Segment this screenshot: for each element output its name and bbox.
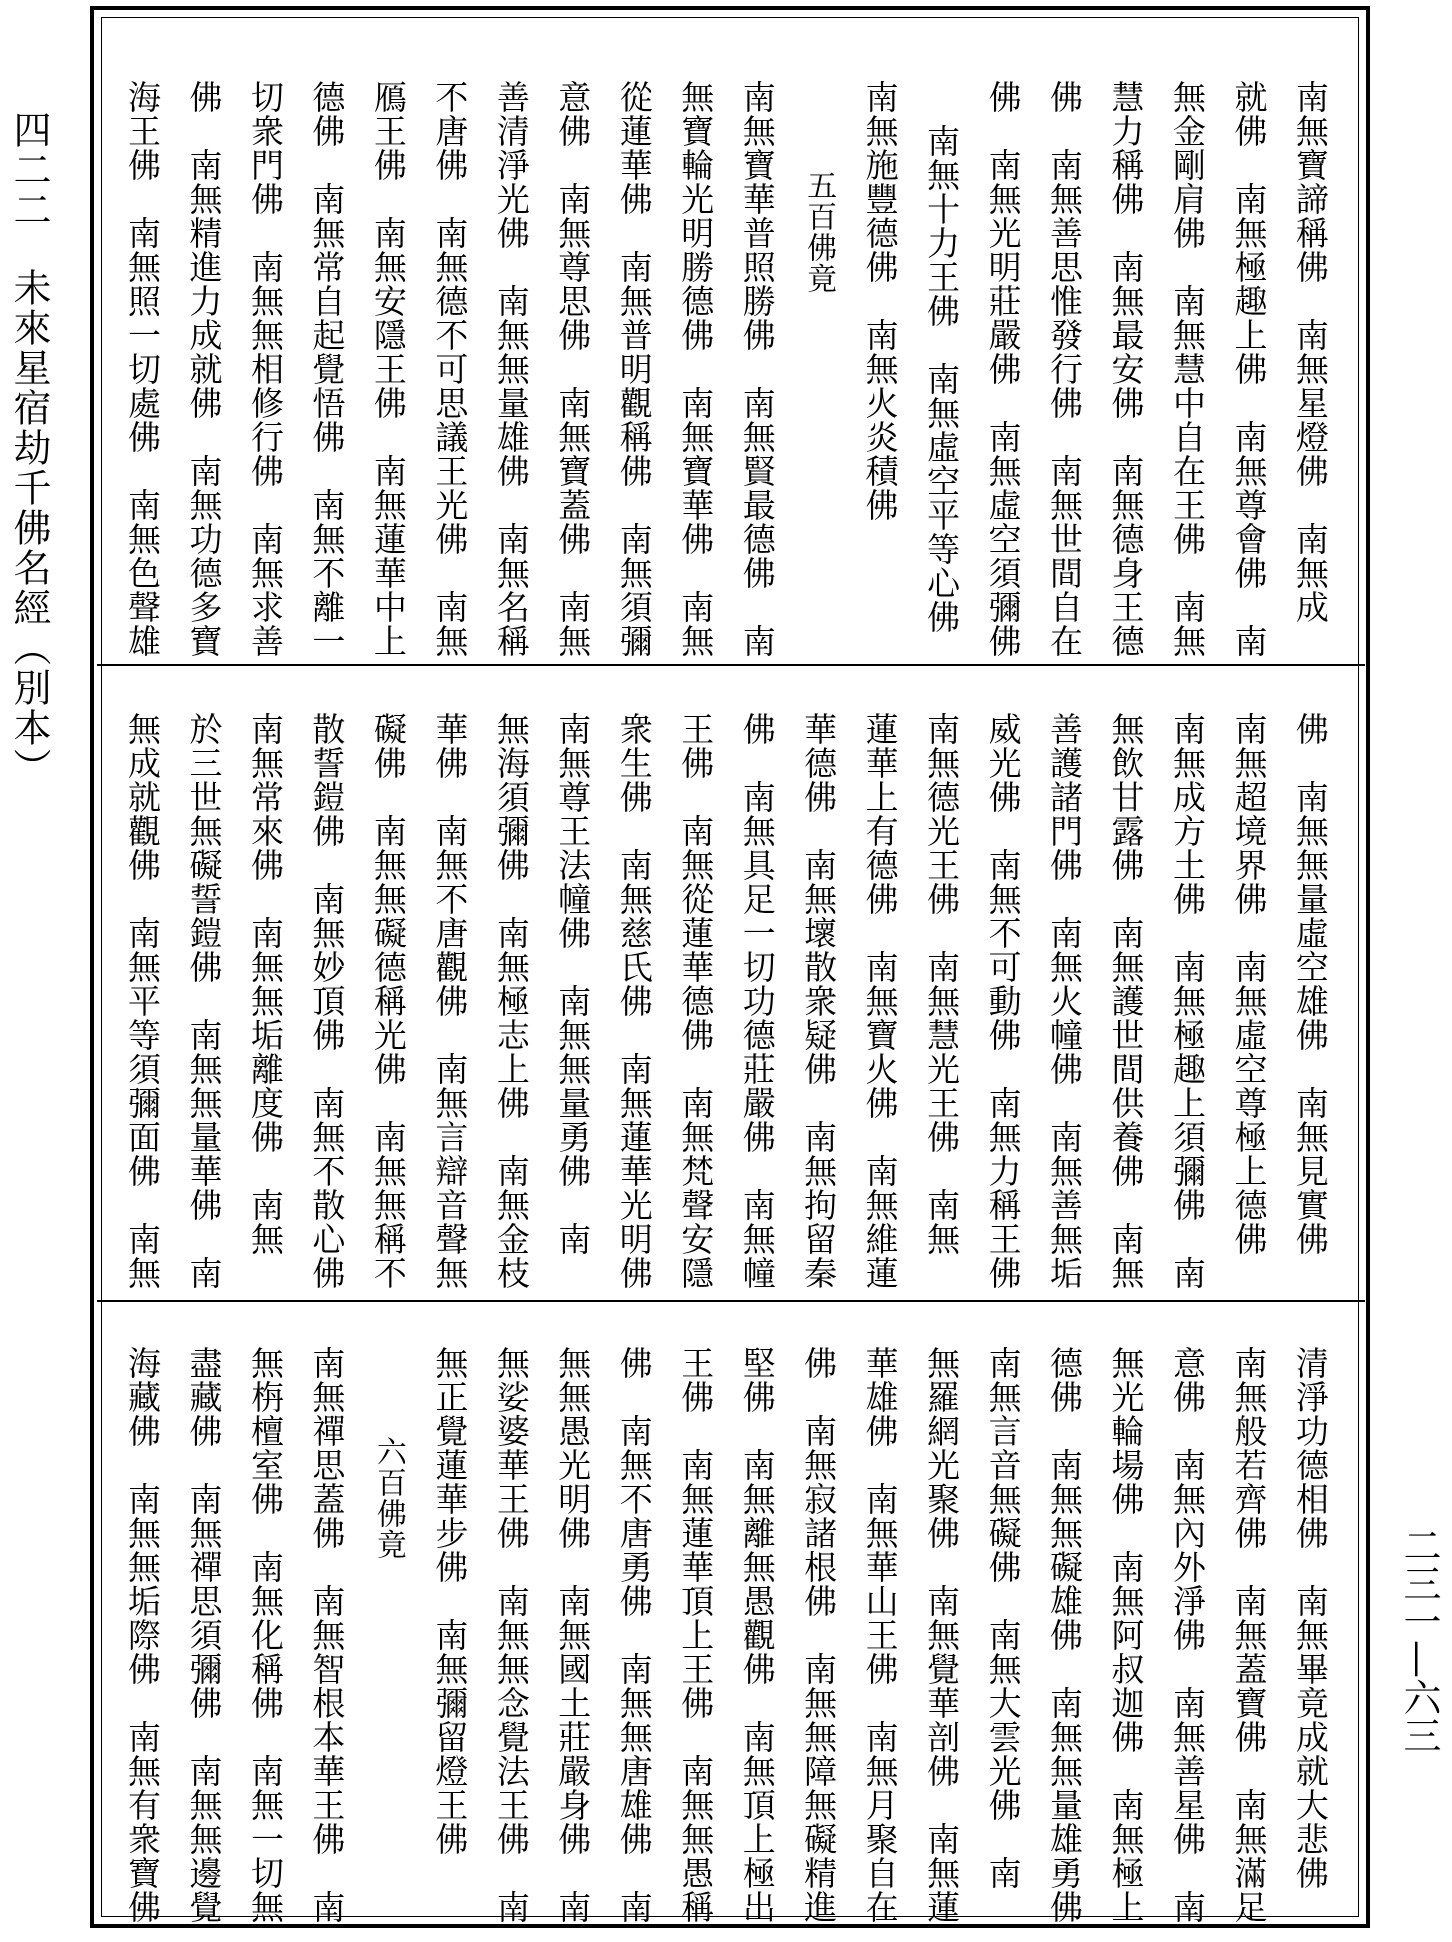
text-column: 德佛 南無無礙雄佛 南無無量雄勇佛 — [1045, 1346, 1085, 1924]
text-column: 佛 南無精進力成就佛 南無功德多寶 — [184, 80, 224, 658]
text-column: 堅佛 南無離無愚觀佛 南無頂上極出 — [737, 1346, 777, 1924]
text-column: 意佛 南無尊思佛 南無寶蓋佛 南無 — [553, 80, 593, 658]
text-column: 切衆門佛 南無無相修行佛 南無求善 — [245, 80, 285, 658]
text-column: 南無超境界佛 南無虛空尊極上德佛 — [1229, 712, 1269, 1256]
text-column: 德佛 南無常自起覺悟佛 南無不離一 — [307, 80, 347, 658]
text-column: 南無言音無礙佛 南無大雲光佛 南 — [983, 1346, 1023, 1890]
text-column: 南無寶諦稱佛 南無星燈佛 南無成 — [1290, 80, 1330, 624]
text-column: 海藏佛 南無無垢際佛 南無有衆寶佛 — [123, 1346, 162, 1924]
text-column: 蓮華上有德佛 南無寶火佛 南無維蓮 — [860, 712, 900, 1290]
text-column: 就佛 南無極趣上佛 南無尊會佛 南 — [1229, 80, 1269, 658]
register-divider-2 — [97, 1300, 1365, 1302]
text-column: 無海須彌佛 南無極志上佛 南無金枝 — [491, 712, 531, 1290]
text-column: 無成就觀佛 南無平等須彌面佛 南無 — [123, 712, 162, 1290]
text-column: 佛 南無無量虛空雄佛 南無見實佛 — [1290, 712, 1330, 1256]
register-top — [100, 80, 1362, 664]
text-column: 鴈王佛 南無安隱王佛 南無蓮華中上 — [368, 80, 408, 658]
register-middle — [100, 712, 1362, 1300]
section-heading: 六百佛竟 — [370, 1436, 406, 1560]
text-column: 南無尊王法幢佛 南無無量勇佛 南 — [553, 712, 593, 1256]
text-column: 意佛 南無內外淨佛 南無善星佛 南 — [1167, 1346, 1207, 1924]
text-column: 威光佛 南無不可動佛 南無力稱王佛 — [983, 712, 1023, 1290]
right-margin-caption: 二三一—六三 — [1397, 1526, 1441, 1754]
text-column: 無羅網光聚佛 南無覺華剖佛 南無蓮 — [922, 1346, 962, 1924]
text-column: 南無般若齊佛 南無蓋寶佛 南無滿足 — [1229, 1346, 1269, 1924]
text-column: 佛 南無善思惟發行佛 南無世間自在 — [1045, 80, 1085, 658]
text-column: 南無寶華普照勝佛 南無賢最德佛 南 — [737, 80, 777, 658]
text-column: 華雄佛 南無華山王佛 南無月聚自在 — [860, 1346, 900, 1924]
register-divider-1 — [97, 664, 1365, 666]
text-column: 無光輪場佛 南無阿叔迦佛 南無極上 — [1106, 1346, 1146, 1924]
text-column: 佛 南無寂諸根佛 南無無障無礙精進 — [799, 1346, 839, 1924]
text-column: 礙佛 南無無礙德稱光佛 南無無稱不 — [368, 712, 408, 1290]
text-column: 清淨功德相佛 南無畢竟成就大悲佛 — [1290, 1346, 1330, 1890]
text-column: 南無禪思蓋佛 南無智根本華王佛 南 — [307, 1346, 347, 1924]
text-column: 無娑婆華王佛 南無無念覺法王佛 南 — [491, 1346, 531, 1924]
text-column: 南無成方土佛 南無極趣上須彌佛 南 — [1167, 712, 1207, 1290]
text-column: 南無施豐德佛 南無火炎積佛 — [860, 80, 900, 522]
text-column: 無金剛肩佛 南無慧中自在王佛 南無 — [1167, 80, 1207, 658]
text-column: 佛 南無不唐勇佛 南無無唐雄佛 南 — [614, 1346, 654, 1924]
text-column: 華佛 南無不唐觀佛 南無言辯音聲無 — [430, 712, 470, 1290]
text-column: 慧力稱佛 南無最安佛 南無德身王德 — [1106, 80, 1146, 658]
text-column: 善護諸門佛 南無火幢佛 南無善無垢 — [1045, 712, 1085, 1290]
text-column: 南無常來佛 南無無垢離度佛 南無 — [245, 712, 285, 1256]
text-column: 散誓鎧佛 南無妙頂佛 南無不散心佛 — [307, 712, 347, 1290]
text-column: 不唐佛 南無德不可思議王光佛 南無 — [430, 80, 470, 658]
page-number-left: 四二二 — [7, 110, 51, 230]
left-margin-caption — [2, 110, 52, 1890]
text-column: 佛 南無光明莊嚴佛 南無虛空須彌佛 — [983, 80, 1023, 658]
sutra-title: 未來星宿劫千佛名經（別本） — [7, 268, 51, 788]
text-column: 南無十力王佛 南無虛空平等心佛 — [922, 124, 962, 634]
text-column: 華德佛 南無壞散衆疑佛 南無拘留秦 — [799, 712, 839, 1290]
text-column: 於三世無礙誓鎧佛 南無無量華佛 南 — [184, 712, 224, 1290]
text-column: 海王佛 南無照一切處佛 南無色聲雄 — [123, 80, 162, 658]
text-column: 王佛 南無蓮華頂上王佛 南無無愚稱 — [676, 1346, 716, 1924]
text-column: 無栴檀室佛 南無化稱佛 南無一切無 — [245, 1346, 285, 1924]
text-column: 盡藏佛 南無禪思須彌佛 南無無邊覺 — [184, 1346, 224, 1924]
text-column: 無寶輪光明勝德佛 南無寶華佛 南無 — [676, 80, 716, 658]
text-column: 佛 南無具足一切功德莊嚴佛 南無幢 — [737, 712, 777, 1290]
text-column: 衆生佛 南無慈氏佛 南無蓮華光明佛 — [614, 712, 654, 1290]
text-column: 南無德光王佛 南無慧光王佛 南無 — [922, 712, 962, 1256]
text-column: 無無愚光明佛 南無國土莊嚴身佛 南 — [553, 1346, 593, 1924]
text-column: 無正覺蓮華步佛 南無彌留燈王佛 — [430, 1346, 470, 1856]
section-heading: 五百佛竟 — [801, 170, 837, 294]
text-column: 無飲甘露佛 南無護世間供養佛 南無 — [1106, 712, 1146, 1290]
text-column: 從蓮華佛 南無普明觀稱佛 南無須彌 — [614, 80, 654, 658]
text-column: 善清淨光佛 南無無量雄佛 南無名稱 — [491, 80, 531, 658]
register-bottom — [100, 1346, 1362, 1924]
text-column: 王佛 南無從蓮華德佛 南無梵聲安隱 — [676, 712, 716, 1290]
